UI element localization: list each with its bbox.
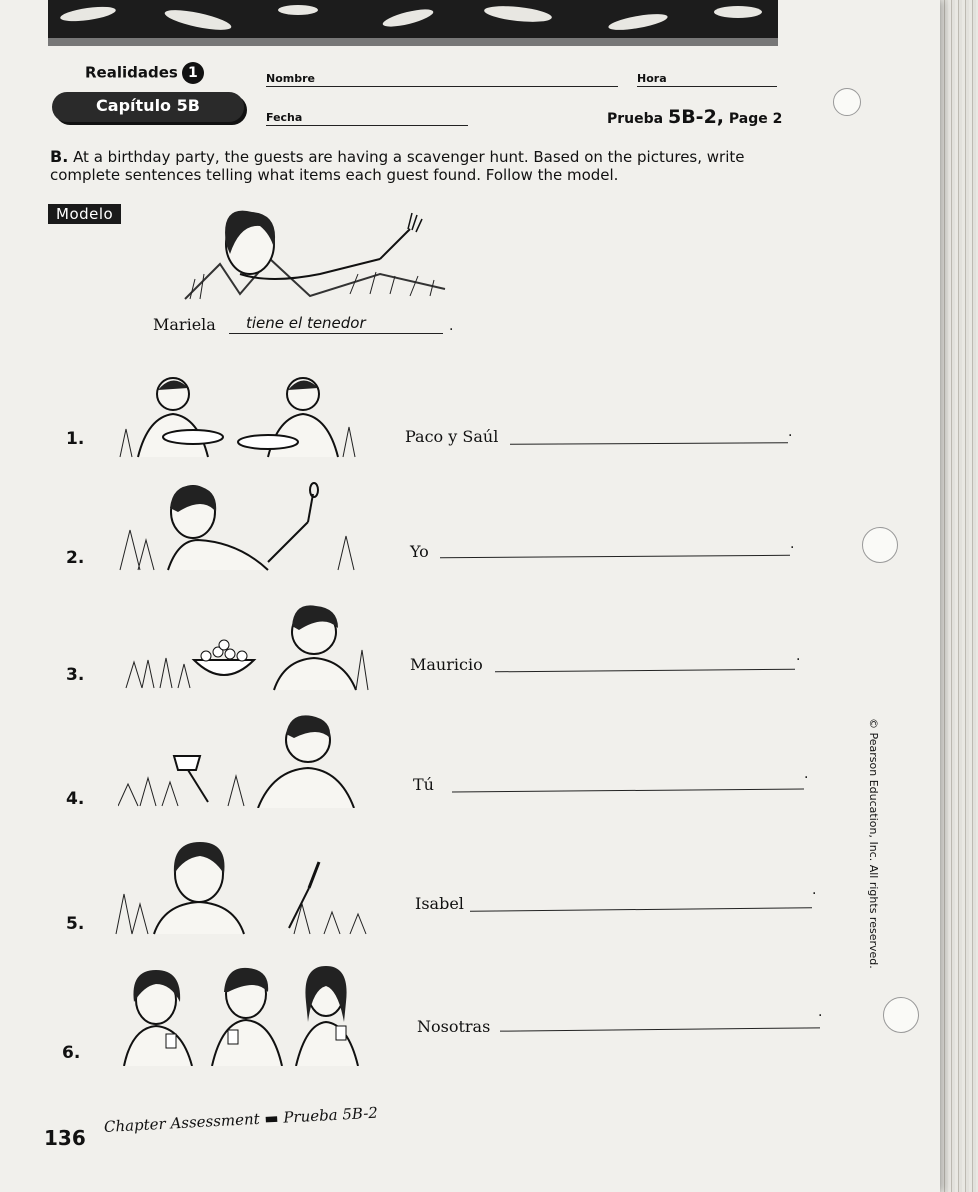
series-name: Realidades (85, 63, 178, 82)
answer-field-2[interactable] (440, 555, 790, 558)
item-number: 1. (66, 429, 85, 449)
item-number: 2. (66, 548, 85, 568)
item-number: 3. (66, 665, 85, 685)
item-subject: Tú (413, 775, 434, 794)
chapter-badge: Capítulo 5B (52, 92, 244, 122)
item-subject: Paco y Saúl (405, 427, 499, 446)
man-with-bowl-illustration (124, 600, 374, 692)
copyright-notice: © Pearson Education, Inc. All rights reserved. (867, 718, 880, 969)
test-number: 5B-2, (667, 106, 725, 128)
answer-field-3[interactable] (495, 669, 795, 673)
footer-test: Prueba 5B-2 (282, 1103, 379, 1127)
period: . (790, 536, 795, 552)
footer-book: Chapter Assessment (103, 1109, 261, 1136)
model-badge: Modelo (48, 204, 121, 224)
woman-holding-fork-illustration (180, 204, 450, 304)
binder-hole (883, 997, 919, 1033)
item-subject: Isabel (415, 894, 464, 913)
item-number: 6. (62, 1043, 81, 1063)
date-label: Fecha (266, 111, 303, 124)
item-subject: Mauricio (410, 655, 483, 674)
section-letter: B. (50, 147, 69, 166)
binder-hole (833, 88, 861, 116)
period: . (818, 1004, 823, 1020)
test-page: Page 2 (728, 111, 783, 127)
man-holding-cup-illustration (118, 712, 358, 808)
model-answer: tiene el tenedor (246, 314, 366, 332)
two-men-holding-plates-illustration (118, 372, 368, 462)
page-stack-edge (934, 0, 978, 1192)
level-badge: 1 (182, 62, 204, 84)
woman-holding-spoon-illustration (118, 482, 368, 574)
item-subject: Yo (410, 542, 429, 561)
page-number: 136 (44, 1126, 86, 1150)
instructions-text: At a birthday party, the guests are having a scavenger hunt. Based on the pictures, write complete sentences telling what items each guest found. Follow the model. (50, 148, 745, 184)
period: . (812, 882, 817, 898)
instructions (50, 148, 790, 184)
period: . (788, 424, 793, 440)
decorative-banner (48, 0, 778, 48)
hour-field[interactable] (637, 86, 777, 87)
answer-field-5[interactable] (470, 907, 812, 912)
item-subject: Nosotras (417, 1017, 491, 1036)
series-label (85, 62, 204, 84)
name-label: Nombre (266, 72, 315, 85)
period: . (804, 766, 809, 782)
model-subject: Mariela (153, 315, 216, 334)
date-field[interactable] (266, 125, 468, 126)
woman-holding-knife-illustration (114, 838, 374, 938)
item-number: 5. (66, 914, 85, 934)
separator-icon: ▬ (263, 1108, 280, 1128)
test-prefix: Prueba (607, 111, 664, 127)
period: . (796, 648, 801, 664)
period: . (449, 318, 454, 334)
answer-field-6[interactable] (500, 1027, 820, 1031)
test-id (607, 106, 782, 128)
footer-text (104, 1104, 379, 1136)
name-field[interactable] (266, 86, 618, 87)
hour-label: Hora (637, 72, 667, 85)
three-women-holding-napkins-illustration (116, 962, 380, 1066)
item-number: 4. (66, 789, 85, 809)
answer-field-1[interactable] (510, 442, 788, 444)
answer-field-4[interactable] (452, 788, 804, 792)
model-answer-line (229, 333, 443, 334)
binder-hole (862, 527, 898, 563)
